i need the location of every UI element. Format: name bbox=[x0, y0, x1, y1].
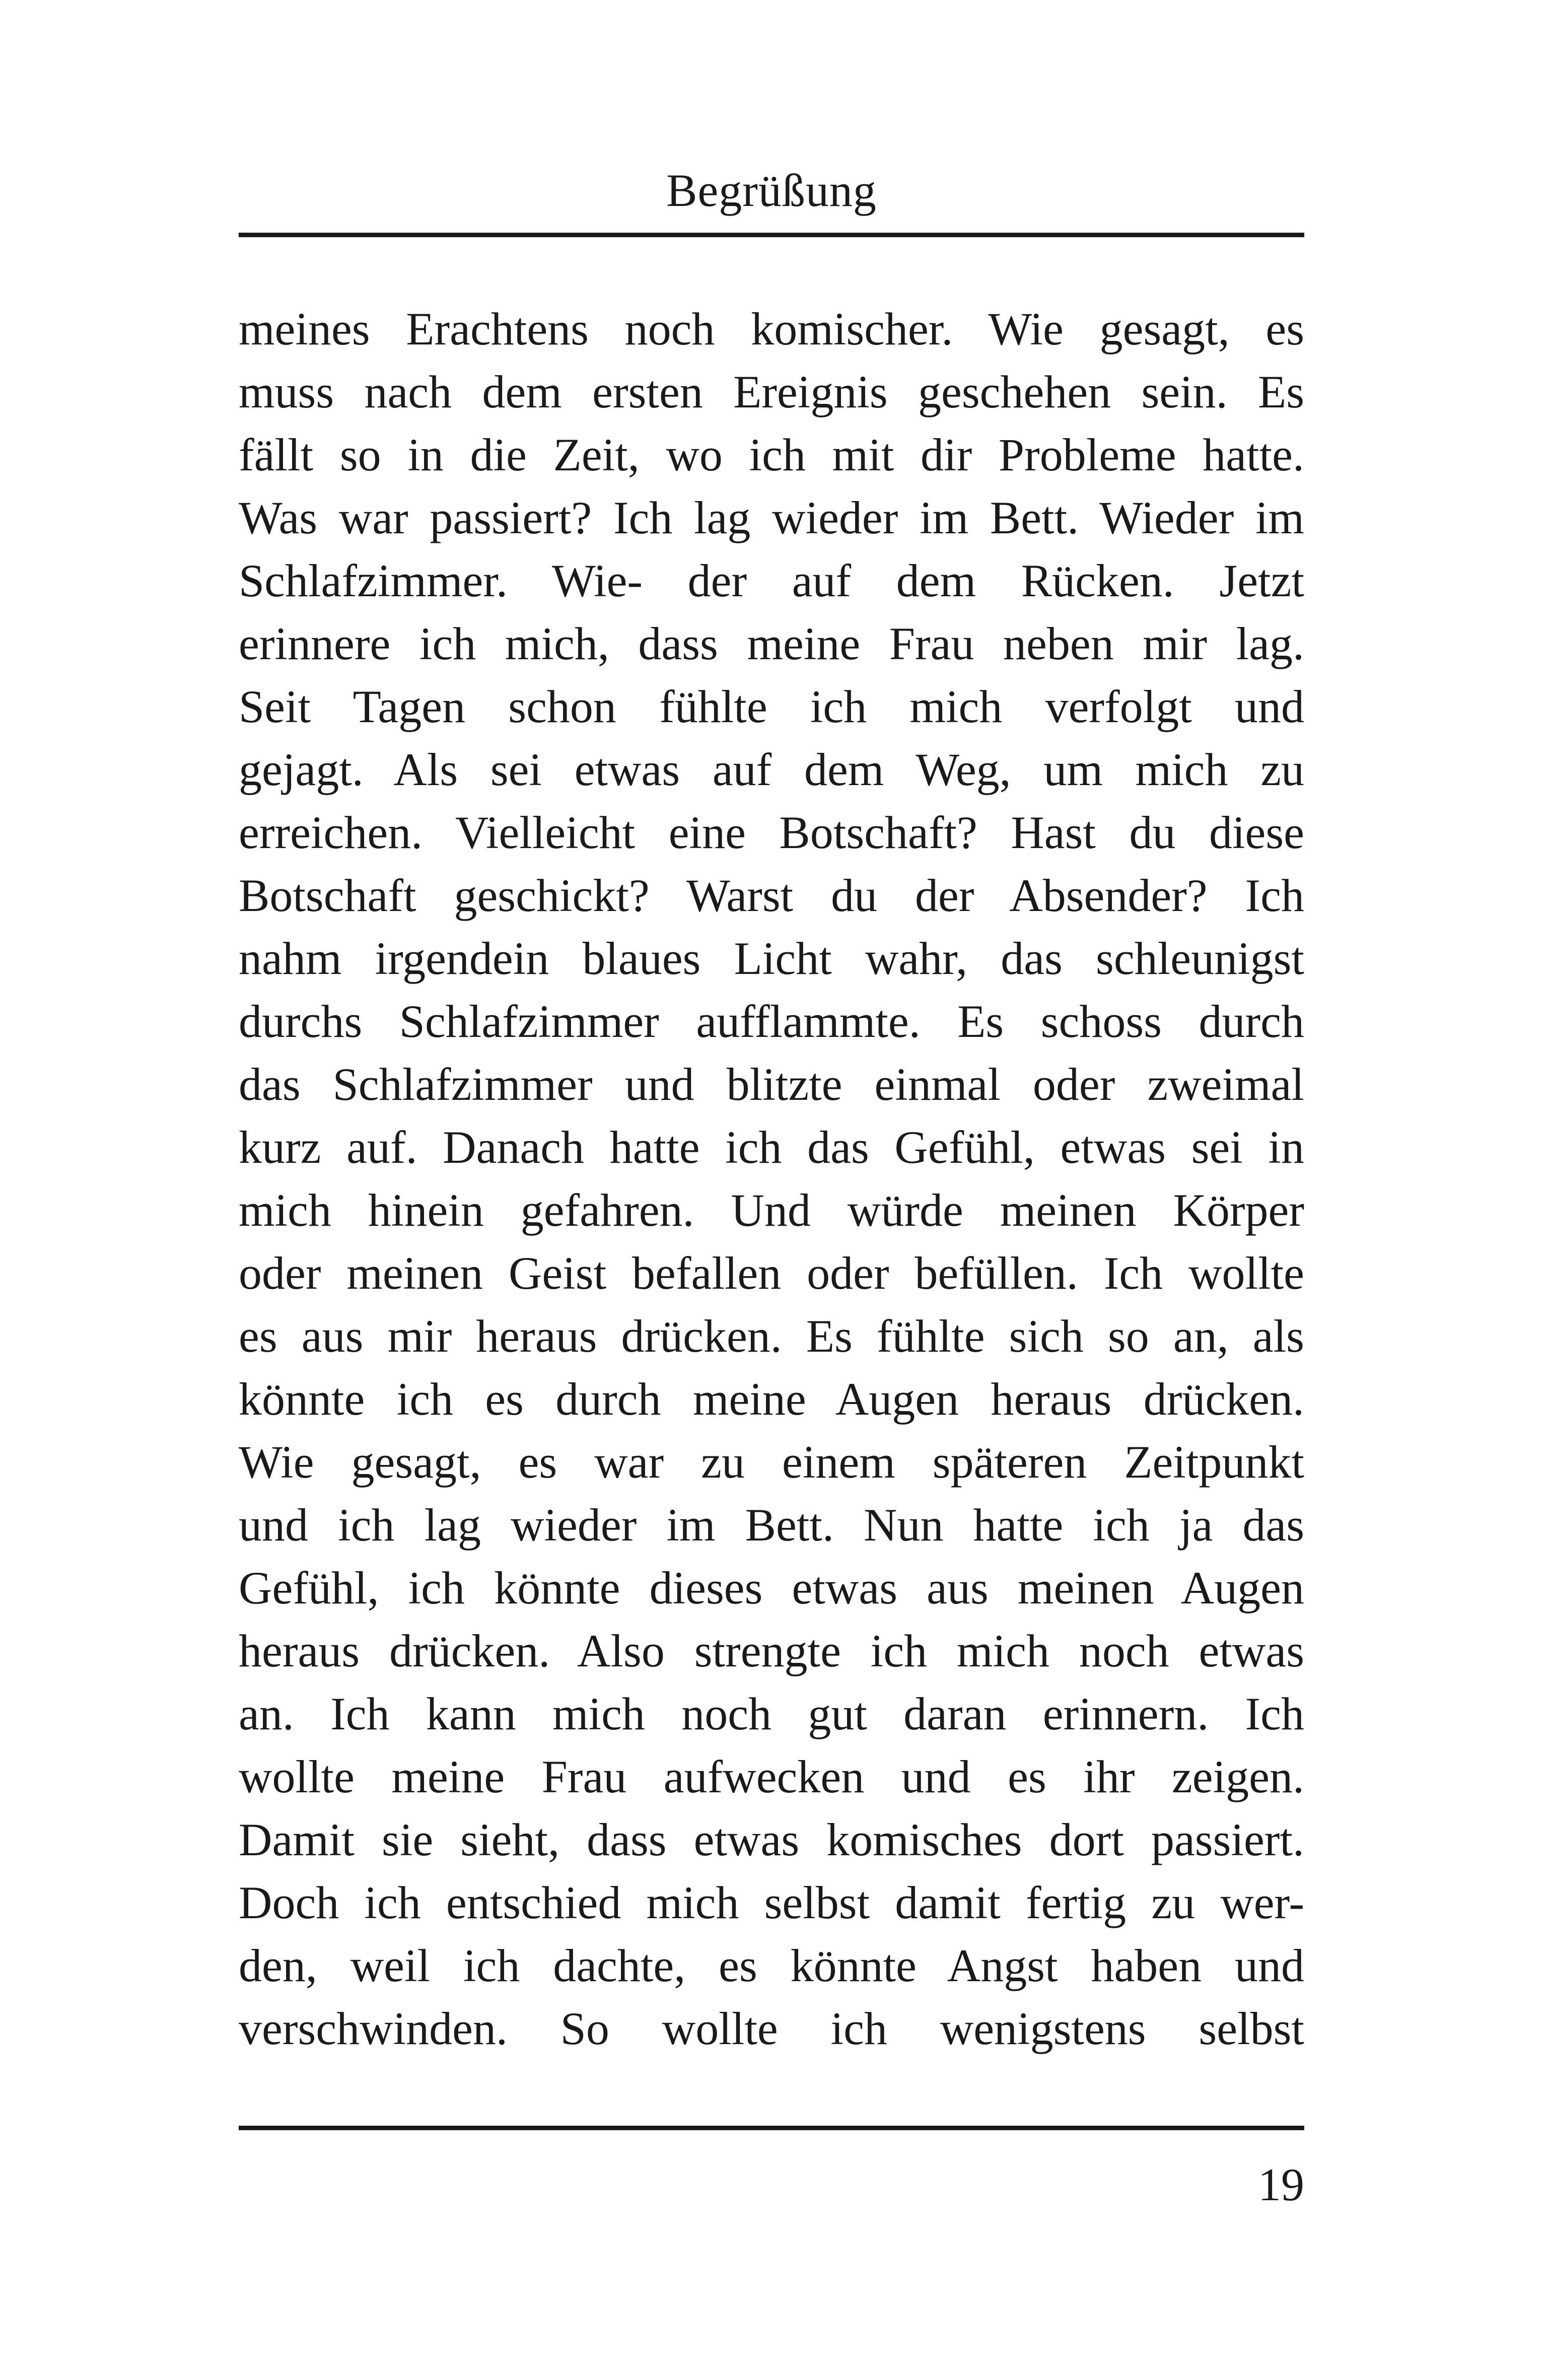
text-line: das Schlafzimmer und blitzte einmal oder zweimal bbox=[239, 1059, 1304, 1110]
text-line: Damit sie sieht, dass etwas komisches dort passiert. bbox=[239, 1814, 1304, 1865]
text-line: oder meinen Geist befallen oder befüllen. Ich wollte bbox=[239, 1247, 1304, 1299]
text-line: fällt so in die Zeit, wo ich mit dir Probleme hatte. bbox=[239, 429, 1304, 480]
text-line: muss nach dem ersten Ereignis geschehen sein. Es bbox=[239, 366, 1304, 417]
page-number: 19 bbox=[1258, 2159, 1304, 2210]
text-line: Doch ich entschied mich selbst damit fertig zu wer- bbox=[239, 1877, 1304, 1928]
text-line: Gefühl, ich könnte dieses etwas aus meinen Augen bbox=[239, 1562, 1304, 1614]
text-line: Botschaft geschickt? Warst du der Absender? Ich bbox=[239, 870, 1304, 921]
text-line: Was war passiert? Ich lag wieder im Bett. Wieder im bbox=[239, 492, 1304, 543]
text-line: kurz auf. Danach hatte ich das Gefühl, etwas sei in bbox=[239, 1122, 1304, 1173]
text-line: an. Ich kann mich noch gut daran erinnern. Ich bbox=[239, 1688, 1304, 1739]
text-line: wollte meine Frau aufwecken und es ihr zeigen. bbox=[239, 1751, 1304, 1802]
text-line: mich hinein gefahren. Und würde meinen Körper bbox=[239, 1184, 1304, 1236]
text-line: heraus drücken. Also strengte ich mich noch etwas bbox=[239, 1625, 1304, 1676]
text-line: es aus mir heraus drücken. Es fühlte sich so an, als bbox=[239, 1310, 1304, 1362]
text-line: erinnere ich mich, dass meine Frau neben mir lag. bbox=[239, 618, 1304, 669]
body-text bbox=[239, 298, 1304, 2060]
text-line: Seit Tagen schon fühlte ich mich verfolgt und bbox=[239, 681, 1304, 732]
text-line: durchs Schlafzimmer aufflammte. Es schoss durch bbox=[239, 996, 1304, 1047]
text-line: meines Erachtens noch komischer. Wie gesagt, es bbox=[239, 303, 1304, 355]
text-line: könnte ich es durch meine Augen heraus drücken. bbox=[239, 1373, 1304, 1425]
running-title: Begrüßung bbox=[666, 165, 877, 216]
text-line: erreichen. Vielleicht eine Botschaft? Hast du diese bbox=[239, 807, 1304, 858]
text-line: gejagt. Als sei etwas auf dem Weg, um mich zu bbox=[239, 744, 1304, 795]
footer-rule bbox=[239, 2126, 1304, 2130]
header-rule bbox=[239, 233, 1304, 237]
text-line: Wie gesagt, es war zu einem späteren Zeitpunkt bbox=[239, 1436, 1304, 1488]
text-line: den, weil ich dachte, es könnte Angst haben und bbox=[239, 1940, 1304, 1991]
text-line: und ich lag wieder im Bett. Nun hatte ich ja das bbox=[239, 1499, 1304, 1551]
text-line: verschwinden. So wollte ich wenigstens selbst bbox=[239, 2003, 1304, 2054]
text-line: nahm irgendein blaues Licht wahr, das schleunigst bbox=[239, 933, 1304, 984]
text-line: Schlafzimmer. Wie- der auf dem Rücken. Jetzt bbox=[239, 555, 1304, 606]
